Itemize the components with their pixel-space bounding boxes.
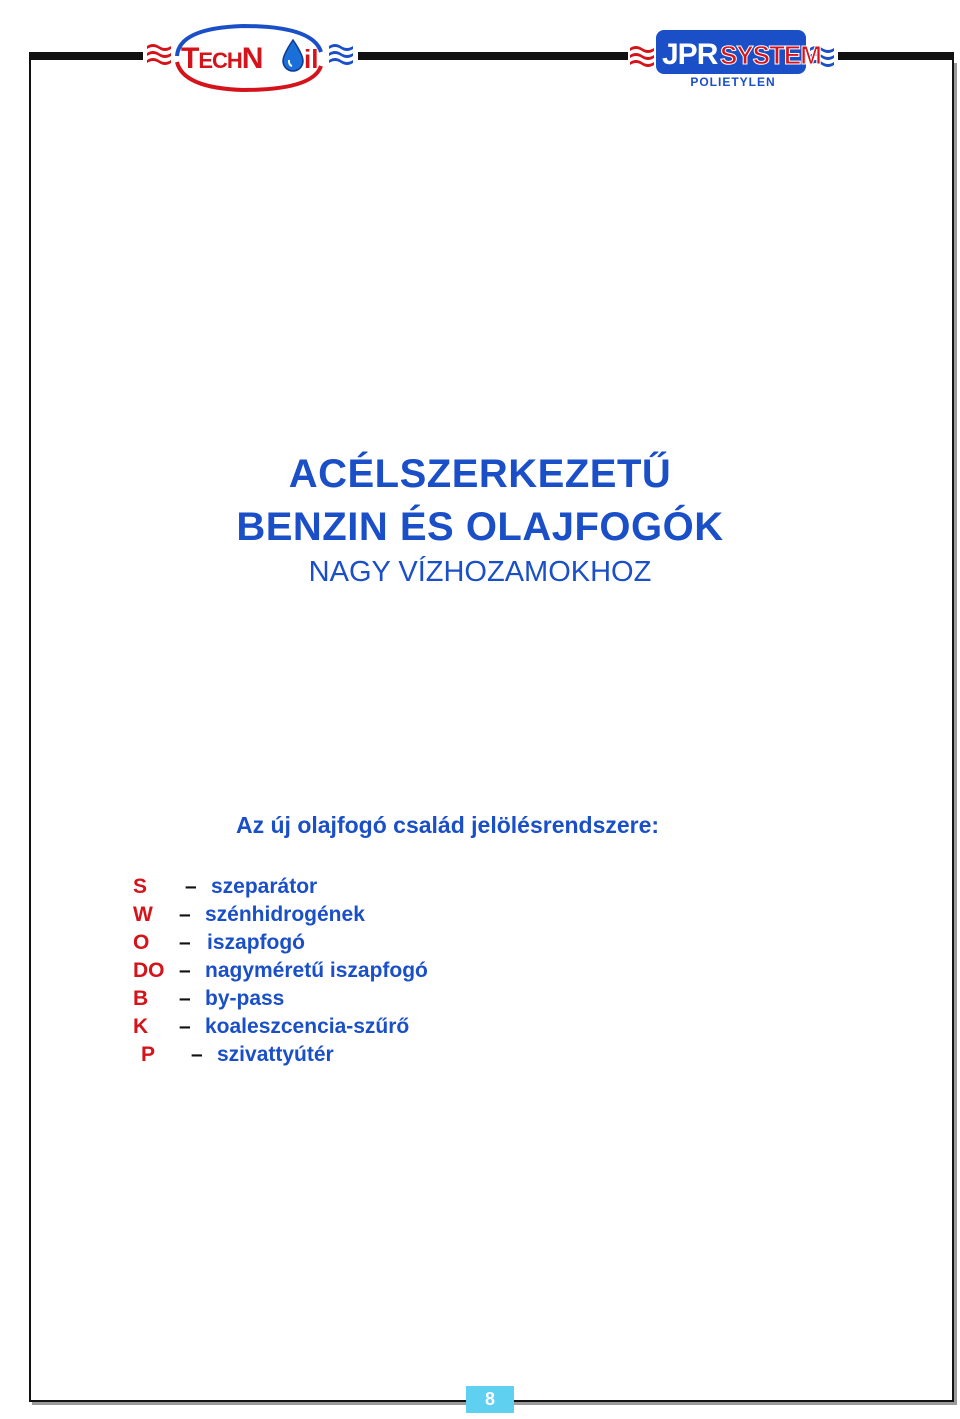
- title-line-3: NAGY VÍZHOZAMOKHOZ: [308, 556, 652, 588]
- legend-code: W: [133, 903, 153, 926]
- legend-dash: –: [179, 1015, 191, 1038]
- legend-code: B: [133, 987, 149, 1010]
- jpr-system-logo-graphic: [628, 22, 838, 94]
- legend-dash: –: [191, 1043, 203, 1066]
- legend-code: O: [133, 931, 150, 954]
- legend-code: S: [133, 875, 148, 898]
- legend-code: DO: [133, 959, 165, 982]
- legend-dash: –: [179, 987, 191, 1010]
- legend-text: iszapfogó: [207, 931, 305, 954]
- legend-text: szénhidrogének: [205, 903, 365, 926]
- technoil-logo: [143, 22, 358, 94]
- legend-text: nagyméretű iszapfogó: [205, 959, 428, 982]
- svg-text:JPR: JPR: [662, 38, 718, 71]
- svg-text:SYSTEM: SYSTEM: [720, 40, 821, 70]
- legend-text: szivattyútér: [217, 1043, 334, 1066]
- jpr-system-logo: [628, 22, 838, 94]
- technoil-logo-graphic: [143, 22, 358, 94]
- title-line-2: BENZIN ÉS OLAJFOGÓK: [236, 505, 724, 549]
- jpr-logo-subtitle: POLIETYLEN: [690, 75, 776, 89]
- legend-text: szeparátor: [211, 875, 318, 898]
- svg-text:il: il: [304, 44, 319, 74]
- legend-code: K: [133, 1015, 149, 1038]
- legend-heading: Az új olajfogó család jelölésrendszere:: [236, 812, 660, 838]
- legend-dash: –: [185, 875, 197, 898]
- legend-text: koaleszcencia-szűrő: [205, 1015, 410, 1038]
- page-number-badge: 8: [466, 1386, 514, 1413]
- title-line-1: ACÉLSZERKEZETŰ: [288, 452, 672, 496]
- legend-dash: –: [179, 903, 191, 926]
- legend-code: P: [141, 1043, 156, 1066]
- svg-text:TECHN: TECHN: [181, 42, 263, 75]
- page-frame: [29, 60, 954, 1402]
- legend-text: by-pass: [205, 987, 285, 1010]
- legend-dash: –: [179, 931, 191, 954]
- legend-dash: –: [179, 959, 191, 982]
